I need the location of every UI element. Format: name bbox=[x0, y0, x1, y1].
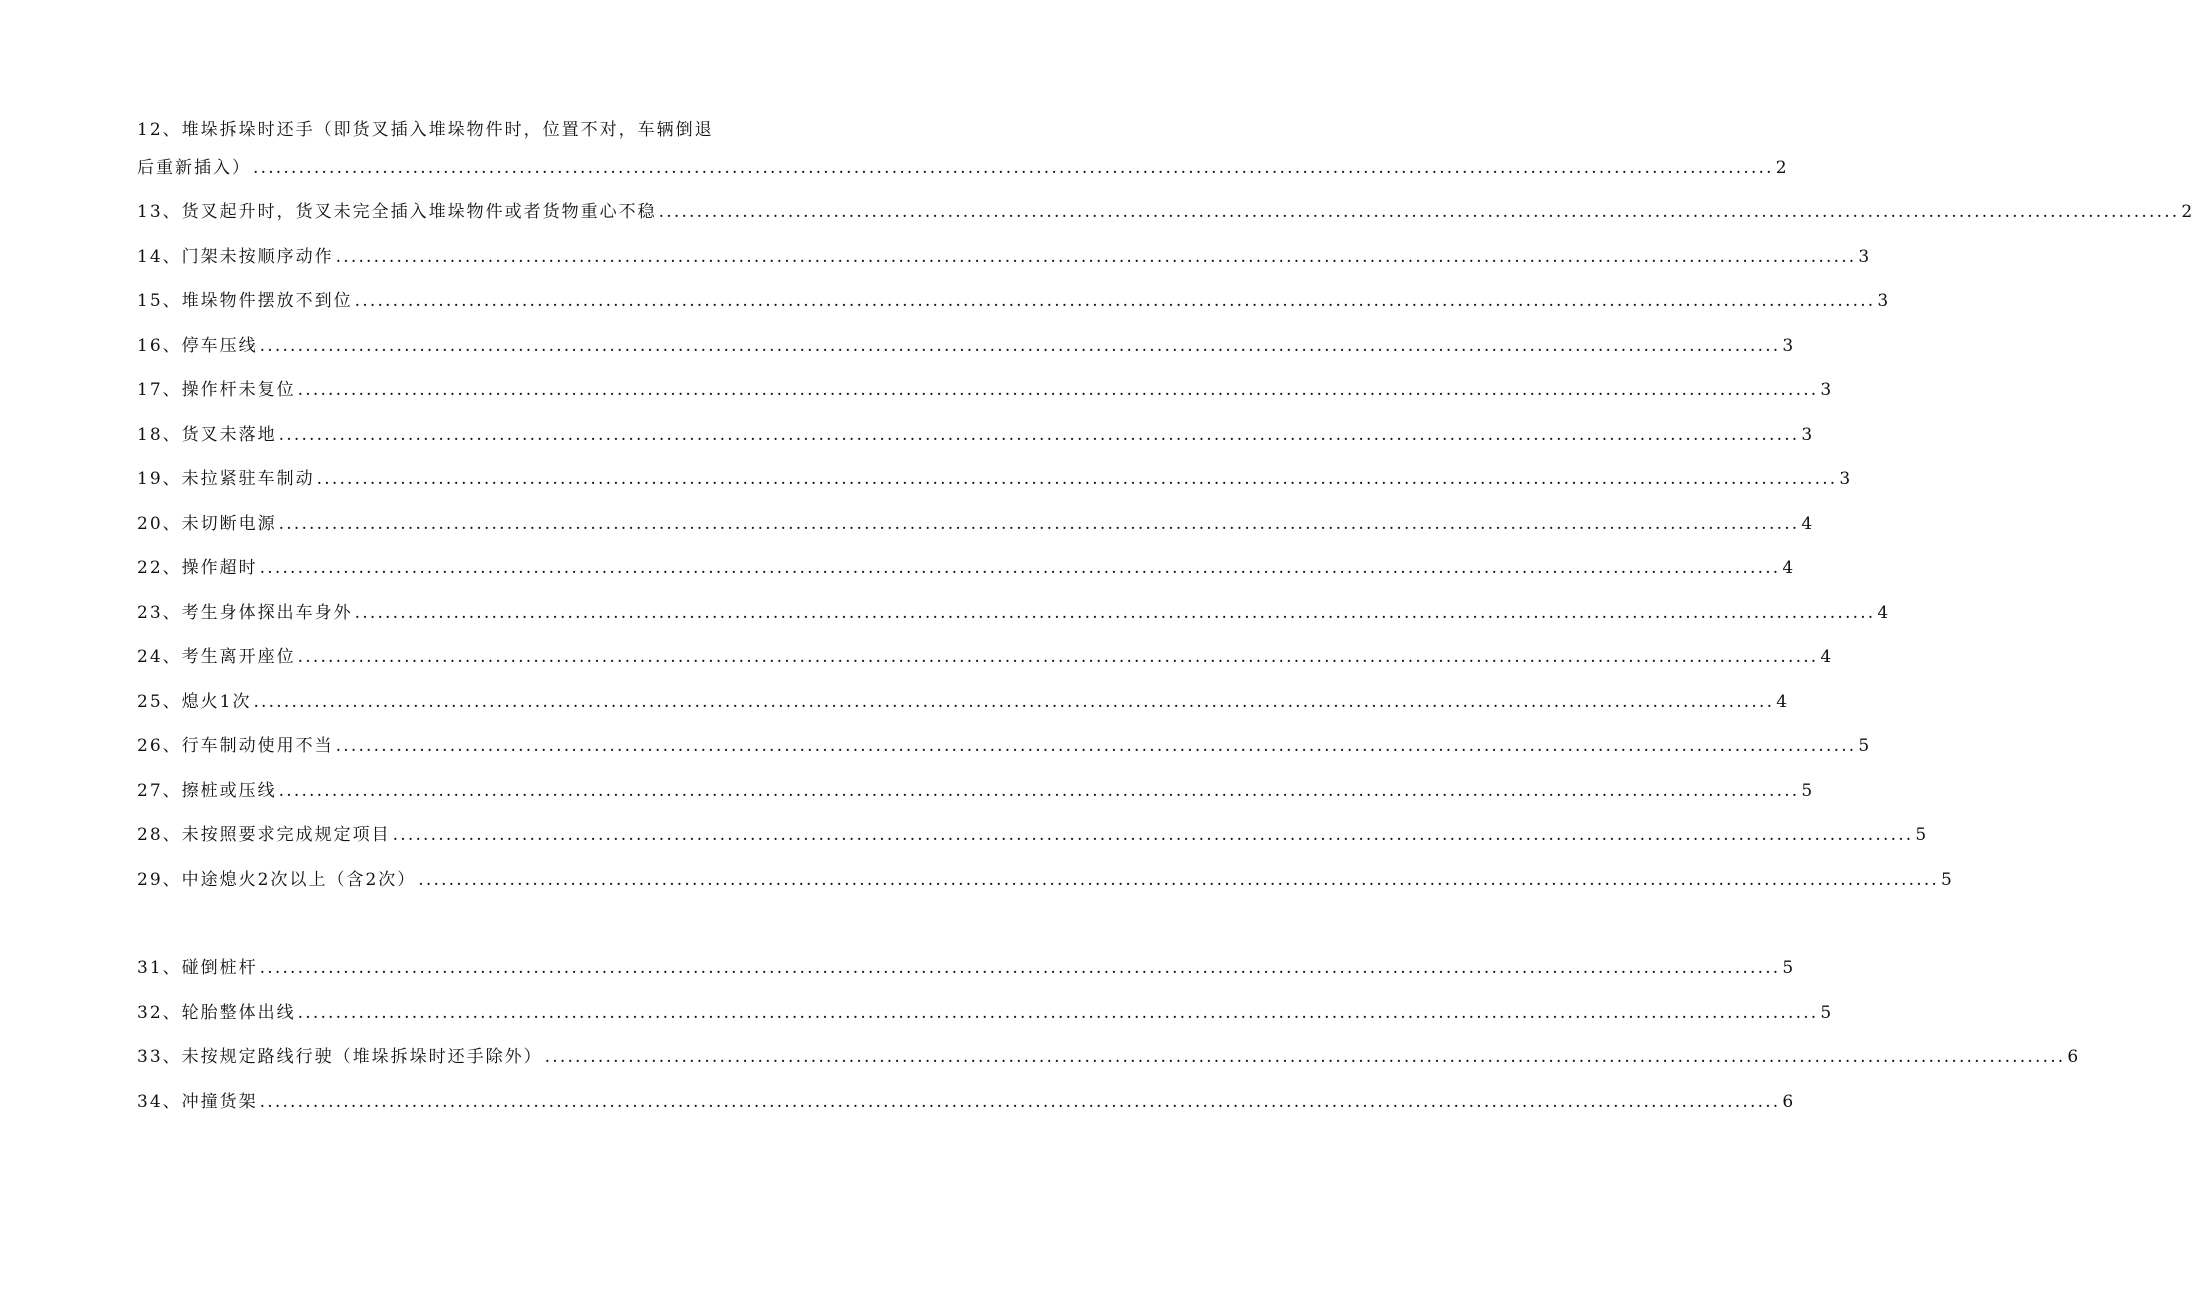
table-of-contents bbox=[137, 112, 2192, 1124]
dot-leader: ........................................................................................................................................................................................................ bbox=[354, 291, 1876, 311]
toc-group-b bbox=[137, 946, 2079, 1124]
toc-page-number: 6 bbox=[1782, 1091, 1794, 1112]
dot-leader: ........................................................................................................................................................................................................ bbox=[278, 513, 1800, 534]
toc-entry-label: 25、熄火1次 bbox=[137, 691, 252, 712]
toc-entry[interactable] bbox=[137, 502, 1813, 547]
dot-leader: ........................................................................................................................................................................................................ bbox=[259, 1091, 1781, 1112]
toc-entry[interactable] bbox=[137, 368, 1832, 413]
dot-leader: ........................................................................................................................................................................................................ bbox=[297, 647, 1819, 667]
toc-page-number: 2 bbox=[2181, 202, 2192, 222]
dot-leader: ........................................................................................................................................................................................................ bbox=[354, 602, 1876, 623]
toc-entry[interactable] bbox=[137, 457, 1851, 502]
dot-leader: ........................................................................................................................................................................................................ bbox=[544, 1047, 2066, 1067]
toc-entry-label: 33、未按规定路线行驶（堆垛拆垛时还手除外） bbox=[137, 1047, 543, 1067]
toc-entry-label: 27、擦桩或压线 bbox=[137, 780, 277, 801]
toc-entry-label: 13、货叉起升时，货叉未完全插入堆垛物件或者货物重心不稳 bbox=[137, 202, 657, 222]
toc-page-number: 3 bbox=[1801, 424, 1813, 445]
toc-entry-label: 22、操作超时 bbox=[137, 558, 258, 578]
toc-page-number: 5 bbox=[1820, 1002, 1832, 1023]
dot-leader: ........................................................................................................................................................................................................ bbox=[259, 335, 1781, 356]
dot-leader: ........................................................................................................................................................................................................ bbox=[418, 869, 1940, 890]
dot-leader: ........................................................................................................................................................................................................ bbox=[335, 246, 1857, 267]
toc-page-number: 3 bbox=[1782, 335, 1794, 356]
toc-entry-label: 34、冲撞货架 bbox=[137, 1091, 258, 1112]
toc-page-number: 4 bbox=[1801, 513, 1813, 534]
toc-page-number: 6 bbox=[2067, 1047, 2079, 1067]
toc-entry-label: 23、考生身体探出车身外 bbox=[137, 602, 353, 623]
toc-page-number: 5 bbox=[1941, 869, 1952, 890]
dot-leader: ........................................................................................................................................................................................................ bbox=[392, 825, 1914, 845]
toc-page-number: 2 bbox=[1775, 158, 1787, 178]
dot-leader: ........................................................................................................................................................................................................ bbox=[253, 691, 1775, 712]
toc-entry[interactable] bbox=[137, 635, 1832, 680]
toc-page-number: 5 bbox=[1782, 958, 1794, 978]
toc-page-number: 4 bbox=[1820, 647, 1832, 667]
toc-entry-12[interactable] bbox=[137, 114, 1787, 190]
dot-leader: ........................................................................................................................................................................................................ bbox=[259, 558, 1781, 578]
dot-leader: ........................................................................................................................................................................................................ bbox=[658, 202, 2180, 222]
toc-entry-label: 16、停车压线 bbox=[137, 335, 258, 356]
dot-leader: ........................................................................................................................................................................................................ bbox=[297, 380, 1819, 400]
toc-entry[interactable] bbox=[137, 413, 1813, 458]
toc-page-number: 5 bbox=[1915, 825, 1927, 845]
toc-page-number: 4 bbox=[1877, 602, 1889, 623]
toc-entry-label: 14、门架未按顺序动作 bbox=[137, 246, 334, 267]
toc-entry[interactable] bbox=[137, 235, 1870, 280]
toc-entry[interactable] bbox=[137, 680, 1788, 725]
dot-leader: ........................................................................................................................................................................................................ bbox=[316, 469, 1838, 489]
toc-entry[interactable] bbox=[137, 769, 1813, 814]
toc-page-number: 3 bbox=[1839, 469, 1851, 489]
toc-entry-label-line1: 12、堆垛拆垛时还手（即货叉插入堆垛物件时，位置不对，车辆倒退 bbox=[137, 120, 714, 140]
toc-entry[interactable] bbox=[137, 546, 1794, 591]
toc-page-number: 4 bbox=[1776, 691, 1788, 712]
toc-entry[interactable] bbox=[137, 858, 1952, 903]
toc-entry-label: 28、未按照要求完成规定项目 bbox=[137, 825, 391, 845]
toc-entry[interactable] bbox=[137, 946, 1794, 991]
toc-entry-label-line2: 后重新插入） bbox=[137, 158, 251, 178]
toc-entry[interactable] bbox=[137, 813, 1927, 858]
toc-page-number: 5 bbox=[1801, 780, 1813, 801]
toc-entry-label: 19、未拉紧驻车制动 bbox=[137, 469, 315, 489]
dot-leader: ........................................................................................................................................................................................................ bbox=[335, 736, 1857, 756]
toc-entry-label: 32、轮胎整体出线 bbox=[137, 1002, 296, 1023]
toc-entry-label: 20、未切断电源 bbox=[137, 513, 277, 534]
blank-spacer bbox=[137, 902, 773, 946]
toc-page-number: 3 bbox=[1820, 380, 1832, 400]
toc-entry[interactable] bbox=[137, 324, 1794, 369]
toc-entry[interactable] bbox=[137, 991, 1832, 1036]
toc-entry-label: 29、中途熄火2次以上（含2次） bbox=[137, 869, 417, 890]
toc-entry-label: 18、货叉未落地 bbox=[137, 424, 277, 445]
toc-entry[interactable] bbox=[137, 190, 2192, 235]
toc-page-number: 3 bbox=[1858, 246, 1870, 267]
dot-leader: ........................................................................................................................................................................................................ bbox=[297, 1002, 1819, 1023]
toc-entry[interactable] bbox=[137, 1080, 1794, 1125]
toc-page-number: 5 bbox=[1858, 736, 1870, 756]
dot-leader: ........................................................................................................................................................................................................ bbox=[278, 424, 1800, 445]
toc-entry-label: 31、碰倒桩杆 bbox=[137, 958, 258, 978]
toc-entry[interactable] bbox=[137, 1035, 2079, 1080]
toc-entry[interactable] bbox=[137, 591, 1889, 636]
dot-leader: ........................................................................................................................................................................................................ bbox=[259, 958, 1781, 978]
toc-entry-label: 24、考生离开座位 bbox=[137, 647, 296, 667]
toc-page-number: 3 bbox=[1877, 291, 1889, 311]
toc-entry[interactable] bbox=[137, 724, 1870, 769]
toc-entry-label: 15、堆垛物件摆放不到位 bbox=[137, 291, 353, 311]
dot-leader: ........................................................................................................................................................................................................ bbox=[253, 158, 1774, 178]
toc-entry-label: 26、行车制动使用不当 bbox=[137, 736, 334, 756]
toc-page-number: 4 bbox=[1782, 558, 1794, 578]
dot-leader: ........................................................................................................................................................................................................ bbox=[278, 780, 1800, 801]
toc-entry[interactable] bbox=[137, 279, 1889, 324]
toc-group-a bbox=[137, 190, 2192, 902]
toc-entry-label: 17、操作杆未复位 bbox=[137, 380, 296, 400]
